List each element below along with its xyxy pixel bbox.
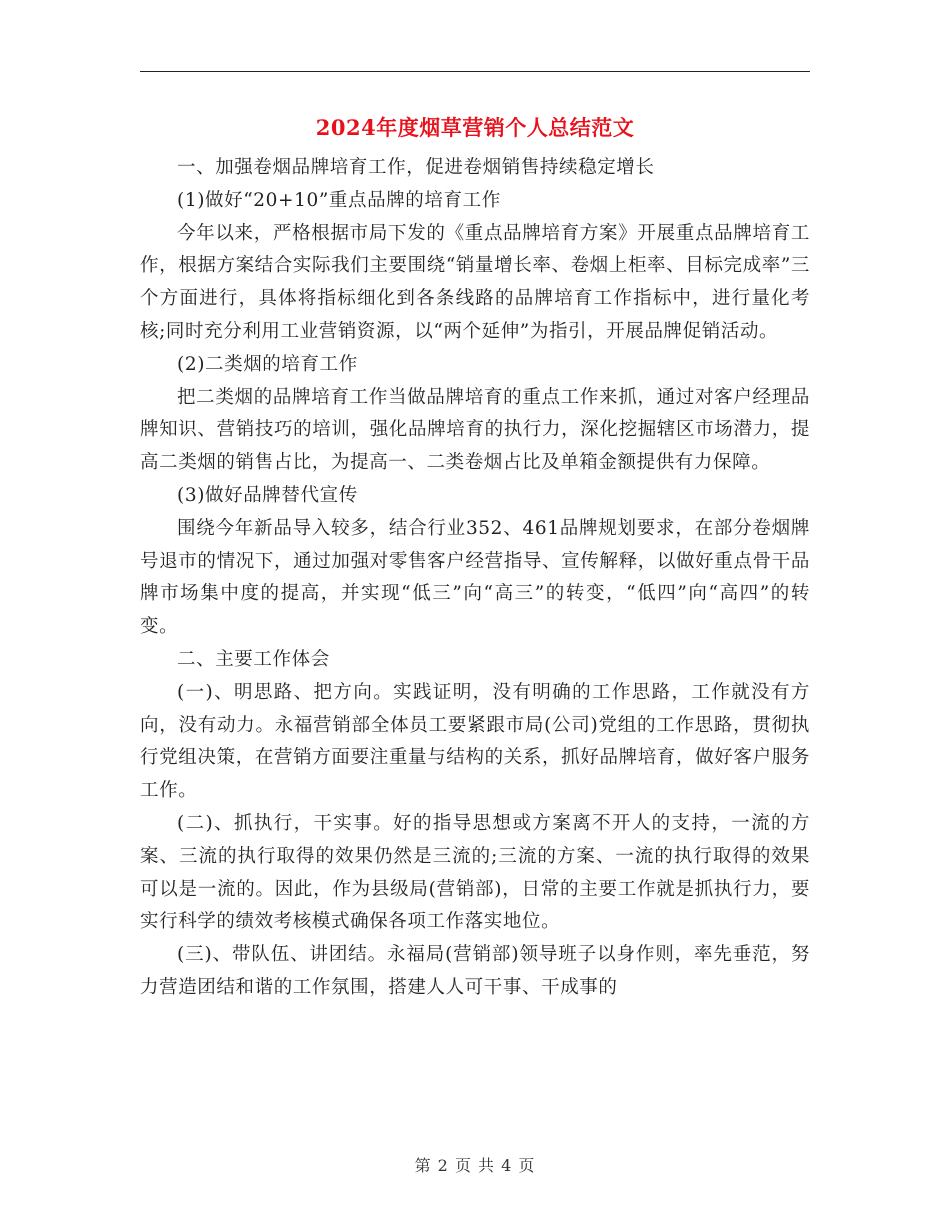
body-paragraph: 把二类烟的品牌培育工作当做品牌培育的重点工作来抓，通过对客户经理品牌知识、营销技巧的培训，强化品牌培育的执行力，深化挖掘辖区市场潜力，提高二类烟的销售占比，为提高一、二类卷烟占比及单箱金额提供有力保障。	[140, 386, 810, 474]
section-heading: 一、加强卷烟品牌培育工作，促进卷烟销售持续稳定增长	[177, 157, 655, 178]
document-body	[140, 152, 810, 1005]
body-paragraph: (一)、明思路、把方向。实践证明，没有明确的工作思路，工作就没有方向，没有动力。永福营销部全体员工要紧跟市局(公司)党组的工作思路，贯彻执行党组决策，在营销方面要注重量与结构的关系，抓好品牌培育，做好客户服务工作。	[140, 681, 810, 802]
page-number-footer: 第 2 页 共 4 页	[414, 1156, 536, 1175]
body-paragraph: (二)、抓执行，干实事。好的指导思想或方案离不开人的支持，一流的方案、三流的执行取得的效果仍然是三流的;三流的方案、一流的执行取得的效果可以是一流的。因此，作为县级局(营销部)，日常的主要工作就是抓执行力，要实行科学的绩效考核模式确保各项工作落实地位。	[140, 812, 810, 933]
subsection-heading: (3)做好品牌替代宣传	[177, 484, 358, 506]
body-paragraph: 围绕今年新品导入较多，结合行业352、461品牌规划要求，在部分卷烟牌号退市的情况下，通过加强对零售客户经营指导、宣传解释，以做好重点骨干品牌市场集中度的提高，并实现“低三”向“高三”的转变，“低四”向“高四”的转变。	[140, 517, 810, 638]
body-paragraph: (三)、带队伍、讲团结。永福局(营销部)领导班子以身作则，率先垂范，努力营造团结和谐的工作氛围，搭建人人可干事、干成事的	[140, 944, 810, 998]
section-heading: 二、主要工作体会	[177, 648, 330, 670]
subsection-heading: (2)二类烟的培育工作	[177, 353, 358, 375]
header-rule	[140, 71, 810, 72]
document-title: 2024年度烟草营销个人总结范文	[315, 115, 635, 140]
body-paragraph: 今年以来，严格根据市局下发的《重点品牌培育方案》开展重点品牌培育工作，根据方案结合实际我们主要围绕“销量增长率、卷烟上柜率、目标完成率”三个方面进行，具体将指标细化到各条线路的品牌培育工作指标中，进行量化考核;同时充分利用工业营销资源，以“两个延伸”为指引，开展品牌促销活动。	[140, 222, 810, 342]
subsection-heading: (1)做好“20+10”重点品牌的培育工作	[177, 189, 501, 211]
